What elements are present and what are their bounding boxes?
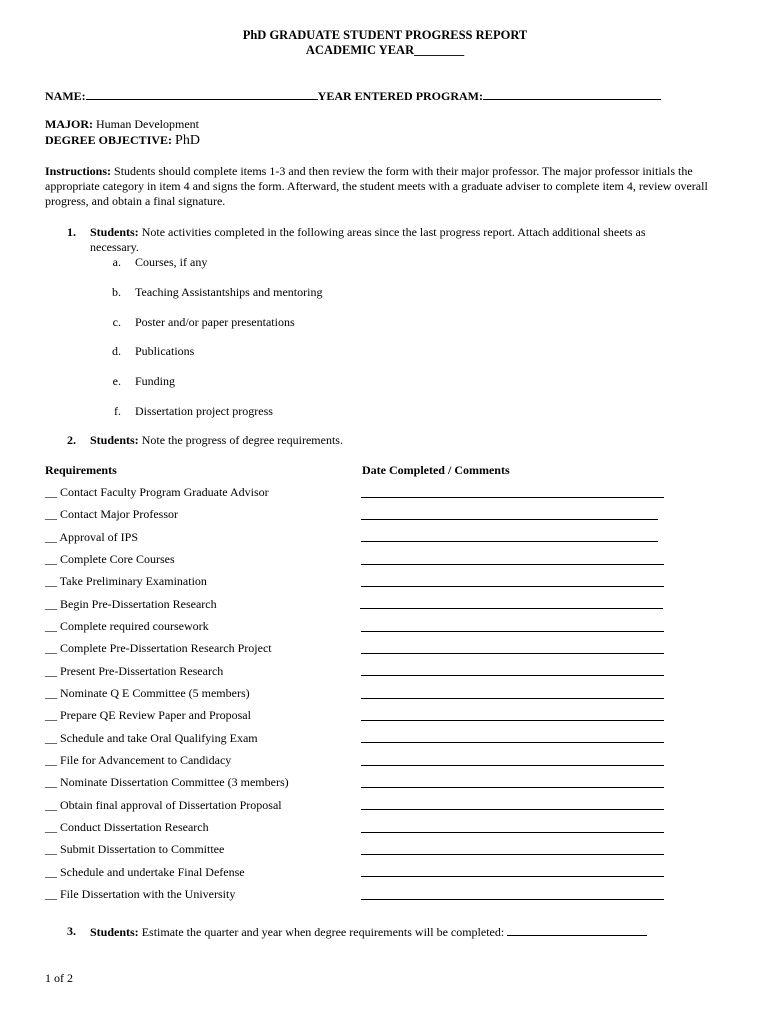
requirement-row: __ Schedule and take Oral Qualifying Exam [45, 731, 258, 745]
section1-text: Note activities completed in the following areas since the last progress report. Attach additional sheets as necessary. [90, 225, 646, 254]
requirement-date-field[interactable] [360, 608, 663, 609]
requirement-date-field[interactable] [361, 675, 664, 676]
section2-text: Note the progress of degree requirements. [141, 433, 343, 447]
requirement-date-field[interactable] [361, 765, 664, 766]
requirement-date-field[interactable] [361, 541, 658, 542]
section3-label: Students: [90, 925, 139, 939]
requirement-row: __ Contact Major Professor [45, 507, 178, 521]
requirement-row: __ Complete Core Courses [45, 552, 175, 566]
requirement-row: __ Submit Dissertation to Committee [45, 842, 225, 856]
requirement-date-field[interactable] [361, 653, 664, 654]
requirement-date-field[interactable] [361, 854, 664, 855]
requirement-row: __ Obtain final approval of Dissertation Proposal [45, 798, 282, 812]
major-value: Human Development [96, 117, 199, 131]
requirement-row: __ Schedule and undertake Final Defense [45, 865, 245, 879]
requirement-row: __ Complete Pre-Dissertation Research Project [45, 641, 272, 655]
name-field[interactable] [86, 88, 318, 100]
requirement-row: __ File for Advancement to Candidacy [45, 753, 232, 767]
academic-year-label: ACADEMIC YEAR________ [305, 43, 465, 57]
date-comments-header: Date Completed / Comments [362, 463, 510, 477]
requirement-row: __ Present Pre-Dissertation Research [45, 664, 224, 678]
item-f-text: Dissertation project progress [135, 404, 273, 418]
instructions-text: Students should complete items 1-3 and then review the form with their major professor. The major professor initials the appropriate category in item 4 and signs the form. Afterward, the student meets with a graduate adviser to complete item 4, review overall progress, and obtain a final signature. [45, 164, 708, 208]
requirement-row: __ File Dissertation with the University [45, 887, 236, 901]
name-row [45, 88, 661, 104]
name-label: NAME: [45, 89, 86, 103]
requirement-row: __ Conduct Dissertation Research [45, 820, 209, 834]
requirement-date-field[interactable] [361, 809, 664, 810]
requirement-date-field[interactable] [361, 899, 664, 900]
completion-estimate-field[interactable] [507, 924, 647, 936]
major-row [45, 117, 199, 132]
instructions-label: Instructions: [45, 164, 112, 178]
section3-text: Estimate the quarter and year when degree requirements will be completed: [141, 925, 505, 939]
requirement-date-field[interactable] [361, 742, 664, 743]
requirement-row: __ Nominate Dissertation Committee (3 members) [45, 775, 289, 789]
item-c-letter: c. [112, 315, 121, 329]
requirement-row: __ Nominate Q E Committee (5 members) [45, 686, 250, 700]
requirement-date-field[interactable] [361, 631, 664, 632]
year-entered-label: YEAR ENTERED PROGRAM: [317, 89, 484, 103]
year-entered-field[interactable] [483, 88, 661, 100]
degree-objective-label: DEGREE OBJECTIVE: [45, 133, 173, 147]
requirement-row: __ Contact Faculty Program Graduate Advisor [45, 485, 269, 499]
requirement-row: __ Prepare QE Review Paper and Proposal [45, 708, 251, 722]
item-d-text: Publications [135, 344, 195, 358]
requirement-date-field[interactable] [361, 720, 664, 721]
requirement-date-field[interactable] [361, 564, 664, 565]
requirement-date-field[interactable] [361, 698, 664, 699]
requirement-date-field[interactable] [361, 832, 664, 833]
item-c-text: Poster and/or paper presentations [135, 315, 295, 329]
item-f-letter: f. [114, 404, 121, 418]
section3-number: 3. [67, 924, 76, 938]
major-label: MAJOR: [45, 117, 93, 131]
degree-objective-row [45, 133, 200, 149]
instructions-paragraph [45, 164, 725, 209]
item-d-letter: d. [112, 344, 121, 358]
requirement-date-field[interactable] [361, 586, 664, 587]
requirement-date-field[interactable] [361, 497, 664, 498]
requirement-row: __ Take Preliminary Examination [45, 574, 207, 588]
requirement-row: __ Complete required coursework [45, 619, 209, 633]
section2-number: 2. [67, 433, 76, 447]
form-title: PhD GRADUATE STUDENT PROGRESS REPORT [242, 28, 528, 42]
requirement-date-field[interactable] [361, 876, 664, 877]
section1-label: Students: [90, 225, 139, 239]
item-b-letter: b. [112, 285, 121, 299]
item-b-text: Teaching Assistantships and mentoring [135, 285, 323, 299]
section2-paragraph [90, 433, 343, 448]
requirement-date-field[interactable] [361, 787, 664, 788]
item-a-letter: a. [112, 255, 121, 269]
item-e-text: Funding [135, 374, 176, 388]
degree-objective-value: PhD [175, 133, 200, 148]
item-a-text: Courses, if any [135, 255, 208, 269]
item-e-letter: e. [112, 374, 121, 388]
section1-number: 1. [67, 225, 76, 239]
page-number: 1 of 2 [45, 971, 73, 985]
requirement-row: __ Approval of IPS [45, 530, 138, 544]
section2-label: Students: [90, 433, 139, 447]
requirements-header: Requirements [45, 463, 117, 477]
section3-paragraph [90, 924, 647, 940]
requirement-date-field[interactable] [361, 519, 658, 520]
requirement-row: __ Begin Pre-Dissertation Research [45, 597, 217, 611]
section1-paragraph [90, 225, 690, 255]
